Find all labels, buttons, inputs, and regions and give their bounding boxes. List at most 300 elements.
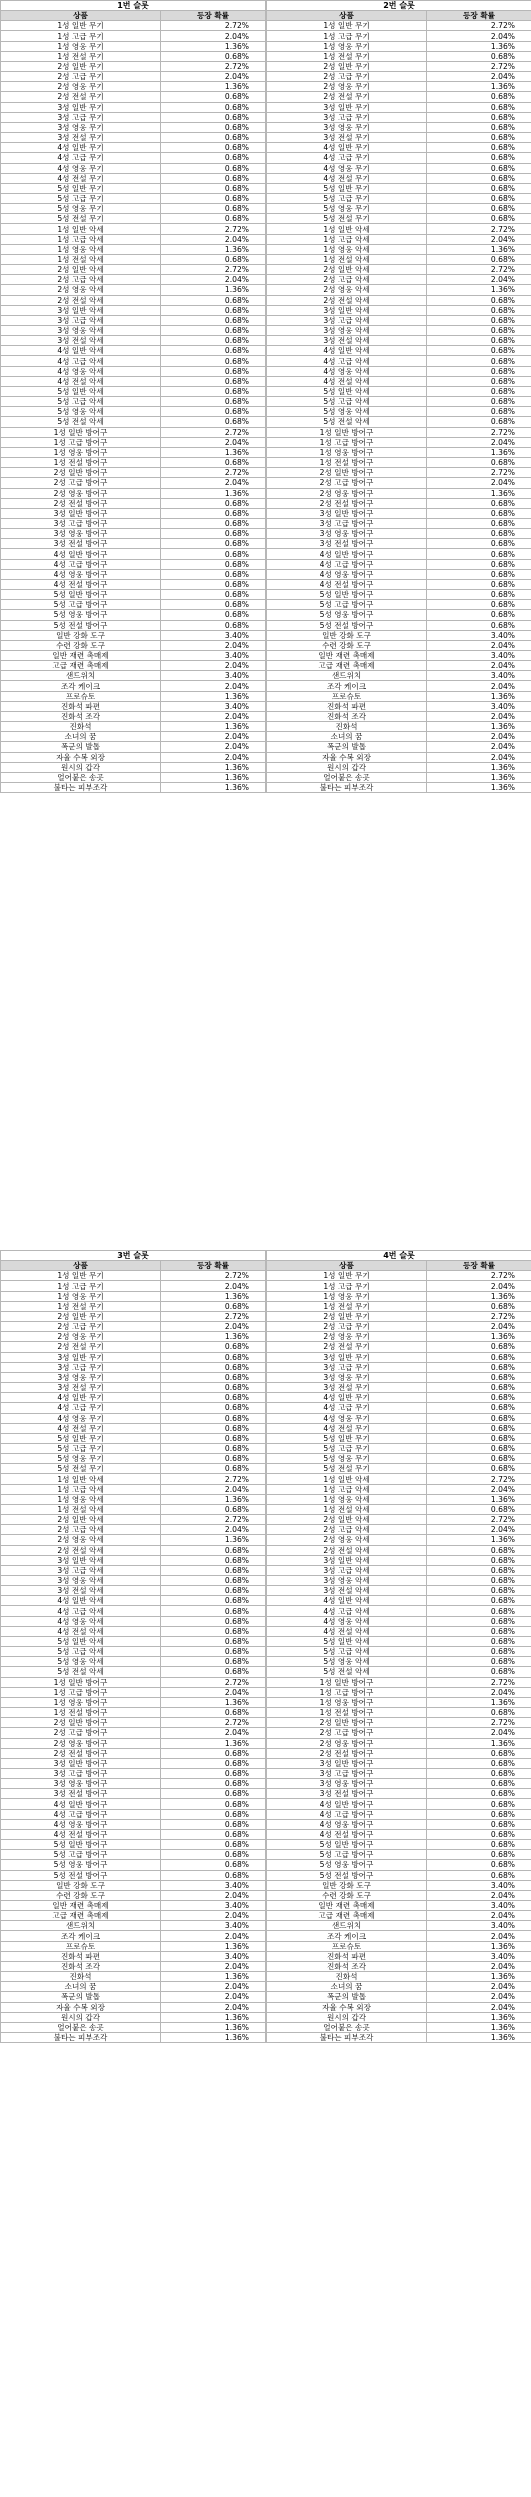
table-row	[1, 701, 266, 711]
table-row	[1, 498, 266, 508]
table-row	[267, 1576, 531, 1586]
table-row	[1, 1657, 266, 1667]
item-probability: 0.68%	[427, 1464, 531, 1474]
item-probability: 3.40%	[161, 1880, 266, 1890]
item-probability: 2.04%	[427, 1525, 531, 1535]
table-row	[267, 1362, 531, 1372]
item-name: 4성 일반 무기	[1, 1393, 161, 1403]
item-probability: 2.72%	[427, 224, 531, 234]
item-probability: 0.68%	[427, 1606, 531, 1616]
item-name: 5성 영웅 무기	[267, 204, 427, 214]
item-name: 3성 일반 악세	[1, 1555, 161, 1565]
column-header-probability: 등장 확률	[427, 1261, 531, 1271]
table-row	[267, 1535, 531, 1545]
table-row	[267, 204, 531, 214]
table-row	[1, 265, 266, 275]
item-probability: 0.68%	[161, 366, 266, 376]
item-probability: 2.04%	[161, 31, 266, 41]
item-name: 원시의 갑각	[1, 2012, 161, 2022]
item-name: 2성 전설 무기	[1, 92, 161, 102]
item-probability: 2.04%	[161, 1687, 266, 1697]
item-probability: 1.36%	[161, 447, 266, 457]
table-row	[267, 1748, 531, 1758]
item-probability: 2.04%	[161, 1890, 266, 1900]
item-probability: 0.68%	[427, 529, 531, 539]
table-row	[267, 640, 531, 650]
item-probability: 0.68%	[161, 1565, 266, 1575]
item-name: 진화석 파편	[1, 1951, 161, 1961]
item-name: 1성 영웅 악세	[267, 244, 427, 254]
item-name: 1성 고급 악세	[1, 1484, 161, 1494]
table-row	[1, 173, 266, 183]
item-probability: 0.68%	[161, 183, 266, 193]
item-probability: 0.68%	[427, 1576, 531, 1586]
item-probability: 2.04%	[427, 1322, 531, 1332]
item-name: 5성 영웅 방어구	[1, 610, 161, 620]
item-name: 불타는 피부조각	[1, 783, 161, 793]
item-probability: 3.40%	[161, 651, 266, 661]
item-probability: 0.68%	[427, 559, 531, 569]
item-name: 2성 고급 무기	[267, 1322, 427, 1332]
item-name: 5성 전설 악세	[1, 417, 161, 427]
slot-table-4	[266, 1250, 531, 2043]
item-name: 4성 영웅 방어구	[1, 1819, 161, 1829]
item-probability: 1.36%	[427, 691, 531, 701]
item-probability: 1.36%	[161, 1697, 266, 1707]
table-row	[1, 661, 266, 671]
item-name: 3성 영웅 악세	[1, 1576, 161, 1586]
item-probability: 1.36%	[161, 783, 266, 793]
item-name: 2성 전설 무기	[267, 92, 427, 102]
item-name: 자율 수복 외장	[267, 752, 427, 762]
item-name: 소녀의 꿈	[267, 1982, 427, 1992]
item-name: 1성 전설 방어구	[1, 1708, 161, 1718]
item-probability: 0.68%	[427, 1423, 531, 1433]
item-probability: 0.68%	[161, 498, 266, 508]
item-name: 5성 전설 방어구	[1, 1870, 161, 1880]
item-name: 2성 고급 무기	[1, 1322, 161, 1332]
item-probability: 2.72%	[427, 1311, 531, 1321]
item-name: 조각 케이크	[1, 1931, 161, 1941]
table-row	[267, 1951, 531, 1961]
column-header-item: 상품	[267, 11, 427, 21]
table-row	[267, 336, 531, 346]
table-row	[267, 265, 531, 275]
item-probability: 1.36%	[161, 285, 266, 295]
item-name: 5성 영웅 방어구	[1, 1860, 161, 1870]
item-probability: 3.40%	[161, 671, 266, 681]
item-probability: 0.68%	[427, 1352, 531, 1362]
item-probability: 1.36%	[161, 244, 266, 254]
item-name: 5성 고급 무기	[267, 193, 427, 203]
item-probability: 2.04%	[161, 72, 266, 82]
item-name: 1성 영웅 방어구	[1, 1697, 161, 1707]
item-probability: 2.04%	[161, 437, 266, 447]
item-name: 샌드위치	[1, 671, 161, 681]
item-probability: 0.68%	[427, 508, 531, 518]
item-name: 3성 전설 무기	[267, 1383, 427, 1393]
table-row	[1, 1403, 266, 1413]
item-name: 고급 재련 촉매제	[1, 1911, 161, 1921]
item-name: 4성 고급 방어구	[1, 559, 161, 569]
item-name: 5성 영웅 무기	[1, 204, 161, 214]
item-name: 1성 일반 무기	[1, 1271, 161, 1281]
table-row	[267, 1961, 531, 1971]
item-name: 3성 전설 무기	[1, 1383, 161, 1393]
table-row	[267, 732, 531, 742]
item-name: 불타는 피부조각	[267, 783, 427, 793]
item-probability: 1.36%	[161, 82, 266, 92]
item-probability: 0.68%	[161, 51, 266, 61]
item-probability: 1.36%	[427, 762, 531, 772]
item-name: 4성 전설 무기	[267, 173, 427, 183]
table-row	[267, 1332, 531, 1342]
item-probability: 2.04%	[427, 1911, 531, 1921]
column-header-probability: 등장 확률	[161, 11, 266, 21]
table-row	[1, 112, 266, 122]
table-row	[267, 397, 531, 407]
item-name: 1성 고급 악세	[267, 1484, 427, 1494]
item-probability: 1.36%	[427, 1738, 531, 1748]
item-probability: 0.68%	[427, 1799, 531, 1809]
item-probability: 0.68%	[161, 590, 266, 600]
item-name: 1성 일반 악세	[1, 224, 161, 234]
table-row	[267, 133, 531, 143]
item-probability: 3.40%	[427, 1951, 531, 1961]
table-row	[267, 143, 531, 153]
item-name: 원시의 갑각	[267, 762, 427, 772]
table-row	[267, 1474, 531, 1484]
item-name: 2성 영웅 무기	[267, 1332, 427, 1342]
item-probability: 0.68%	[427, 1850, 531, 1860]
item-name: 2성 일반 악세	[1, 1515, 161, 1525]
table-row	[1, 295, 266, 305]
item-name: 진화석	[267, 722, 427, 732]
item-name: 3성 고급 악세	[1, 315, 161, 325]
table-row	[267, 295, 531, 305]
item-probability: 0.68%	[427, 1586, 531, 1596]
item-name: 1성 고급 악세	[267, 234, 427, 244]
table-row	[267, 620, 531, 630]
table-row	[267, 21, 531, 31]
item-name: 4성 일반 악세	[1, 346, 161, 356]
table-row	[1, 2002, 266, 2012]
item-probability: 0.68%	[161, 1576, 266, 1586]
item-probability: 0.68%	[427, 366, 531, 376]
table-row	[267, 1322, 531, 1332]
table-row	[1, 1525, 266, 1535]
item-probability: 1.36%	[427, 447, 531, 457]
item-probability: 2.72%	[427, 1718, 531, 1728]
item-probability: 2.04%	[427, 1931, 531, 1941]
table-row	[267, 783, 531, 793]
item-name: 3성 고급 악세	[267, 315, 427, 325]
item-probability: 2.04%	[161, 1525, 266, 1535]
item-probability: 2.04%	[427, 478, 531, 488]
item-name: 3성 고급 무기	[267, 1362, 427, 1372]
table-row	[1, 31, 266, 41]
item-name: 1성 영웅 무기	[267, 41, 427, 51]
table-row	[1, 651, 266, 661]
item-name: 5성 일반 무기	[267, 1433, 427, 1443]
table-row	[1, 41, 266, 51]
item-name: 2성 전설 방어구	[267, 1748, 427, 1758]
table-row	[267, 1494, 531, 1504]
table-row	[1, 1291, 266, 1301]
item-probability: 0.68%	[161, 508, 266, 518]
item-name: 5성 고급 무기	[1, 1443, 161, 1453]
table-row	[267, 1443, 531, 1453]
table-row	[267, 1860, 531, 1870]
item-probability: 2.04%	[161, 640, 266, 650]
item-name: 4성 전설 악세	[267, 376, 427, 386]
table-row	[267, 1708, 531, 1718]
item-name: 4성 전설 무기	[267, 1423, 427, 1433]
item-probability: 0.68%	[161, 569, 266, 579]
item-name: 3성 영웅 악세	[267, 326, 427, 336]
table-row	[1, 1799, 266, 1809]
item-probability: 0.68%	[161, 1708, 266, 1718]
table-row	[267, 1291, 531, 1301]
table-row	[1, 1738, 266, 1748]
item-probability: 1.36%	[161, 1291, 266, 1301]
item-name: 3성 일반 악세	[1, 305, 161, 315]
table-row	[1, 366, 266, 376]
item-probability: 0.68%	[427, 1362, 531, 1372]
item-probability: 3.40%	[427, 1880, 531, 1890]
table-row	[267, 529, 531, 539]
table-row	[267, 1352, 531, 1362]
table-row	[267, 2022, 531, 2032]
table-row	[1, 1718, 266, 1728]
item-name: 일반 재련 촉매제	[267, 1901, 427, 1911]
table-row	[1, 1342, 266, 1352]
item-name: 1성 고급 방어구	[267, 437, 427, 447]
item-probability: 0.68%	[427, 1596, 531, 1606]
table-row	[267, 193, 531, 203]
item-name: 4성 고급 방어구	[1, 1809, 161, 1819]
item-name: 불타는 피부조각	[267, 2033, 427, 2043]
table-row	[1, 722, 266, 732]
table-row	[267, 31, 531, 41]
table-row	[267, 1697, 531, 1707]
item-probability: 0.68%	[427, 1768, 531, 1778]
table-row	[1, 1616, 266, 1626]
item-name: 1성 전설 무기	[267, 51, 427, 61]
item-probability: 0.68%	[161, 1504, 266, 1514]
table-row	[267, 275, 531, 285]
table-row	[267, 458, 531, 468]
item-probability: 2.72%	[161, 1677, 266, 1687]
table-row	[1, 447, 266, 457]
item-name: 수련 강화 도구	[267, 640, 427, 650]
item-name: 5성 일반 방어구	[267, 590, 427, 600]
item-name: 4성 고급 무기	[1, 153, 161, 163]
table-row	[267, 1423, 531, 1433]
item-probability: 2.04%	[161, 1992, 266, 2002]
table-row	[267, 1636, 531, 1646]
item-name: 4성 고급 악세	[1, 1606, 161, 1616]
item-probability: 0.68%	[161, 539, 266, 549]
table-row	[1, 183, 266, 193]
item-name: 얼어붙은 송곳	[267, 772, 427, 782]
item-name: 2성 전설 악세	[267, 1545, 427, 1555]
table-row	[1, 1819, 266, 1829]
item-probability: 3.40%	[161, 630, 266, 640]
item-name: 3성 일반 방어구	[1, 1758, 161, 1768]
table-row	[1, 61, 266, 71]
item-name: 5성 영웅 무기	[267, 1454, 427, 1464]
item-probability: 2.04%	[161, 681, 266, 691]
table-row	[1, 671, 266, 681]
table-row	[267, 610, 531, 620]
slot-probability-table	[266, 0, 531, 793]
item-name: 고급 재련 촉매제	[1, 661, 161, 671]
table-row	[1, 1647, 266, 1657]
item-name: 1성 전설 무기	[1, 51, 161, 61]
item-name: 3성 고급 악세	[1, 1565, 161, 1575]
item-name: 진화석 파편	[1, 701, 161, 711]
item-name: 1성 일반 방어구	[1, 427, 161, 437]
item-name: 3성 전설 악세	[267, 1586, 427, 1596]
item-name: 1성 일반 방어구	[267, 427, 427, 437]
table-row	[267, 346, 531, 356]
table-row	[267, 1606, 531, 1616]
item-name: 2성 고급 방어구	[1, 1728, 161, 1738]
item-name: 1성 고급 무기	[1, 1281, 161, 1291]
table-row	[1, 1779, 266, 1789]
item-probability: 0.68%	[427, 1626, 531, 1636]
item-probability: 0.68%	[427, 1819, 531, 1829]
table-row	[1, 356, 266, 366]
table-row	[1, 386, 266, 396]
item-name: 3성 영웅 무기	[1, 1372, 161, 1382]
item-name: 3성 일반 무기	[1, 102, 161, 112]
item-name: 2성 일반 악세	[1, 265, 161, 275]
item-probability: 1.36%	[161, 722, 266, 732]
item-name: 2성 전설 방어구	[267, 498, 427, 508]
table-row	[267, 234, 531, 244]
item-probability: 1.36%	[161, 1494, 266, 1504]
table-row	[1, 1789, 266, 1799]
item-probability: 0.68%	[427, 1748, 531, 1758]
item-probability: 2.72%	[427, 265, 531, 275]
table-row	[267, 691, 531, 701]
item-name: 4성 일반 악세	[1, 1596, 161, 1606]
item-probability: 2.72%	[161, 1515, 266, 1525]
item-probability: 1.36%	[427, 1972, 531, 1982]
item-probability: 0.68%	[161, 1301, 266, 1311]
item-name: 5성 전설 무기	[1, 1464, 161, 1474]
table-row	[1, 376, 266, 386]
table-row	[267, 417, 531, 427]
item-name: 소녀의 꿈	[1, 1982, 161, 1992]
table-row	[267, 1433, 531, 1443]
table-row	[267, 153, 531, 163]
table-row	[1, 2022, 266, 2032]
item-probability: 1.36%	[161, 1972, 266, 1982]
item-probability: 1.36%	[427, 82, 531, 92]
item-name: 진화석 조각	[1, 711, 161, 721]
item-probability: 0.68%	[427, 346, 531, 356]
table-row	[267, 224, 531, 234]
table-row	[267, 326, 531, 336]
table-row	[1, 1494, 266, 1504]
item-probability: 0.68%	[427, 1809, 531, 1819]
item-name: 3성 전설 무기	[1, 133, 161, 143]
item-probability: 0.68%	[427, 102, 531, 112]
item-name: 소녀의 꿈	[267, 732, 427, 742]
item-name: 2성 전설 무기	[267, 1342, 427, 1352]
table-row	[267, 1647, 531, 1657]
table-row	[1, 204, 266, 214]
item-probability: 2.72%	[161, 427, 266, 437]
item-name: 4성 전설 방어구	[267, 579, 427, 589]
table-row	[267, 1555, 531, 1565]
table-row	[267, 559, 531, 569]
item-probability: 0.68%	[161, 305, 266, 315]
table-row	[267, 1464, 531, 1474]
item-name: 프로슈토	[1, 1941, 161, 1951]
table-row	[267, 1626, 531, 1636]
table-row	[1, 1758, 266, 1768]
item-name: 4성 영웅 무기	[1, 1413, 161, 1423]
item-name: 1성 영웅 무기	[1, 1291, 161, 1301]
item-name: 4성 고급 악세	[1, 356, 161, 366]
item-name: 1성 일반 악세	[267, 1474, 427, 1484]
item-name: 5성 영웅 악세	[267, 1657, 427, 1667]
item-probability: 2.72%	[427, 468, 531, 478]
item-probability: 0.68%	[161, 1586, 266, 1596]
table-row	[267, 1850, 531, 1860]
table-row	[267, 356, 531, 366]
item-name: 4성 고급 방어구	[267, 1809, 427, 1819]
table-row	[1, 1626, 266, 1636]
item-name: 1성 전설 무기	[267, 1301, 427, 1311]
item-probability: 2.04%	[427, 732, 531, 742]
item-name: 4성 전설 방어구	[1, 579, 161, 589]
item-name: 2성 영웅 방어구	[267, 1738, 427, 1748]
item-probability: 2.72%	[161, 265, 266, 275]
item-probability: 0.68%	[427, 1383, 531, 1393]
item-probability: 1.36%	[161, 691, 266, 701]
item-probability: 2.04%	[427, 711, 531, 721]
table-row	[1, 1850, 266, 1860]
item-name: 3성 고급 무기	[1, 1362, 161, 1372]
table-row	[1, 529, 266, 539]
table-row	[1, 2033, 266, 2043]
table-row	[267, 549, 531, 559]
item-probability: 0.68%	[161, 346, 266, 356]
table-row	[267, 651, 531, 661]
item-name: 5성 일반 무기	[1, 183, 161, 193]
table-row	[267, 1403, 531, 1413]
table-row	[267, 1829, 531, 1839]
item-name: 2성 일반 방어구	[267, 468, 427, 478]
item-probability: 2.04%	[161, 1728, 266, 1738]
item-probability: 2.72%	[161, 1311, 266, 1321]
item-name: 2성 고급 방어구	[267, 1728, 427, 1738]
item-probability: 0.68%	[427, 417, 531, 427]
item-probability: 2.04%	[161, 478, 266, 488]
item-name: 일반 강화 도구	[1, 630, 161, 640]
item-probability: 2.04%	[427, 752, 531, 762]
table-row	[1, 82, 266, 92]
slot-probability-table	[0, 0, 266, 793]
item-name: 조각 케이크	[1, 681, 161, 691]
item-probability: 0.68%	[161, 1768, 266, 1778]
item-probability: 2.72%	[427, 21, 531, 31]
